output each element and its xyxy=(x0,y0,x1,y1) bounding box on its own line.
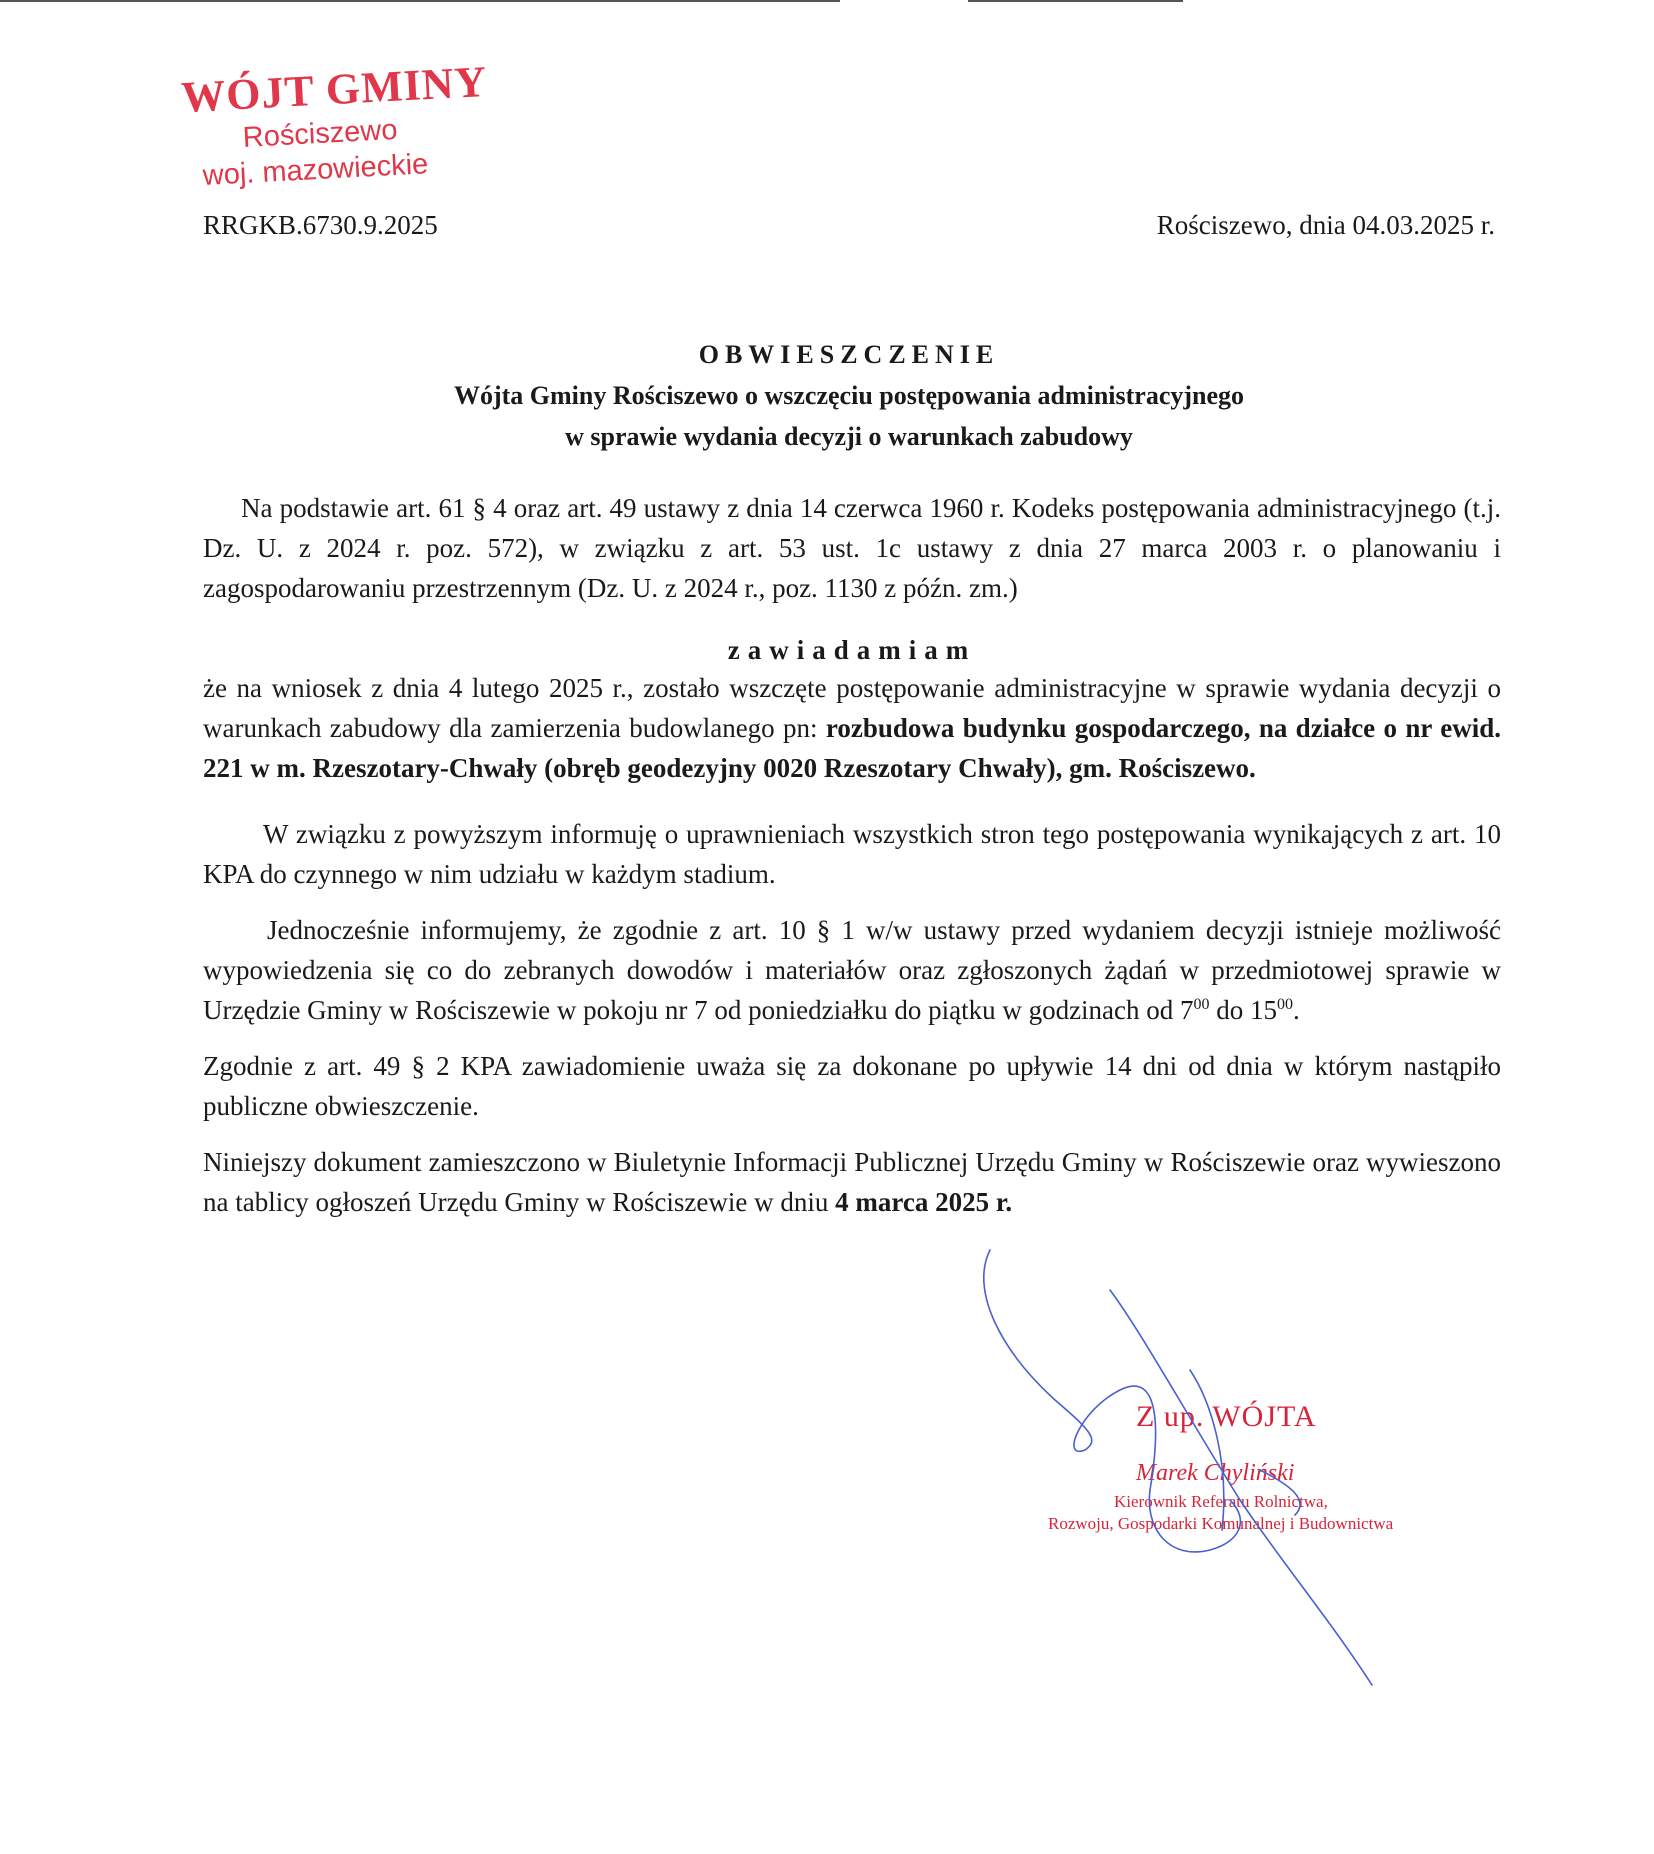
signatory-name: Marek Chyliński xyxy=(1136,1460,1295,1486)
hour-from: 7 xyxy=(1180,995,1194,1025)
title-heading: OBWIESZCZENIE xyxy=(698,340,1000,369)
hour-to: 15 xyxy=(1250,995,1278,1025)
signature-authority: Z up. WÓJTA xyxy=(1136,1400,1317,1433)
proceedings-paragraph xyxy=(203,668,1501,788)
evidence-text: Jednocześnie informujemy, że zgodnie z art. 10 § 1 w/w ustawy przed wydaniem decyzji istnieje możliwość wypowiedzenia się co do zebranych dowodów i materiałów oraz zgłoszonych żądań w przedmiotowej sprawie w Urzędzie Gminy w Rościszewie w pokoju nr 7 od poniedziałku do piątku w godzinach od xyxy=(203,915,1501,1025)
stamp-line-town: Rościszewo xyxy=(242,113,399,154)
announcement-word: zawiadamiam xyxy=(727,635,977,665)
handwritten-signature xyxy=(960,1230,1420,1730)
signature-stroke xyxy=(984,1250,1372,1685)
stamp-line-title: WÓJT GMINY xyxy=(180,56,489,122)
stamp-line-region: woj. mazowieckie xyxy=(202,148,430,192)
hour-to-minutes: 00 xyxy=(1277,996,1294,1013)
scan-edge-line xyxy=(0,0,840,2)
publication-date: 4 marca 2025 r. xyxy=(835,1187,1013,1217)
project-description: rozbudowa budynku gospodarczego, na działce o nr ewid. 221 w m. Rzeszotary-Chwały (obręb geodezyjny 0020 Rzeszotary Chwały), gm. Rościszewo. xyxy=(203,713,1501,783)
proceedings-text: że na wniosek z dnia 4 lutego 2025 r., zostało wszczęte postępowanie administracyjne w sprawie wydania decyzji o warunkach zabudowy dla zamierzenia budowlanego pn: xyxy=(203,673,1501,743)
evidence-paragraph xyxy=(203,910,1501,1030)
document-title xyxy=(203,334,1495,457)
legal-basis-paragraph: Na podstawie art. 61 § 4 oraz art. 49 ustawy z dnia 14 czerwca 1960 r. Kodeks postępowania administracyjnego (t.j. Dz. U. z 2024 r. poz. 572), w związku z art. 53 ust. 1c ustawy z dnia 27 marca 2003 r. o planowaniu i zagospodarowaniu przestrzennym (Dz. U. z 2024 r., poz. 1130 z późn. zm.) xyxy=(203,493,1501,603)
title-subline-1: Wójta Gminy Rościszewo o wszczęciu postępowania administracyjnego xyxy=(453,381,1245,410)
place-and-date: Rościszewo, dnia 04.03.2025 r. xyxy=(1156,210,1495,240)
scan-edge-line xyxy=(968,0,1183,2)
signatory-role-line-1: Kierownik Referatu Rolnictwa, xyxy=(1114,1492,1328,1511)
rights-paragraph: W związku z powyższym informuję o uprawnieniach wszystkich stron tego postępowania wynikających z art. 10 KPA do czynnego w nim udziału w każdym stadium. xyxy=(203,819,1501,889)
hour-separator: do xyxy=(1209,995,1251,1025)
title-subline-2: w sprawie wydania decyzji o warunkach zabudowy xyxy=(565,422,1133,451)
publication-text: Niniejszy dokument zamieszczono w Biuletynie Informacji Publicznej Urzędu Gminy w Rościszewie oraz wywieszono na tablicy ogłoszeń Urzędu Gminy w Rościszewie w dniu xyxy=(203,1147,1501,1217)
signatory-role-line-2: Rozwoju, Gospodarki Komunalnej i Budownictwa xyxy=(1048,1514,1394,1533)
reference-number: RRGKB.6730.9.2025 xyxy=(203,210,438,240)
document-body xyxy=(203,488,1501,1222)
notice-effect-paragraph: Zgodnie z art. 49 § 2 KPA zawiadomienie uważa się za dokonane po upływie 14 dni od dnia w którym nastąpiło publiczne obwieszczenie. xyxy=(203,1051,1501,1121)
hour-from-minutes: 00 xyxy=(1193,996,1210,1013)
evidence-end: . xyxy=(1293,995,1300,1025)
publication-paragraph xyxy=(203,1142,1501,1222)
